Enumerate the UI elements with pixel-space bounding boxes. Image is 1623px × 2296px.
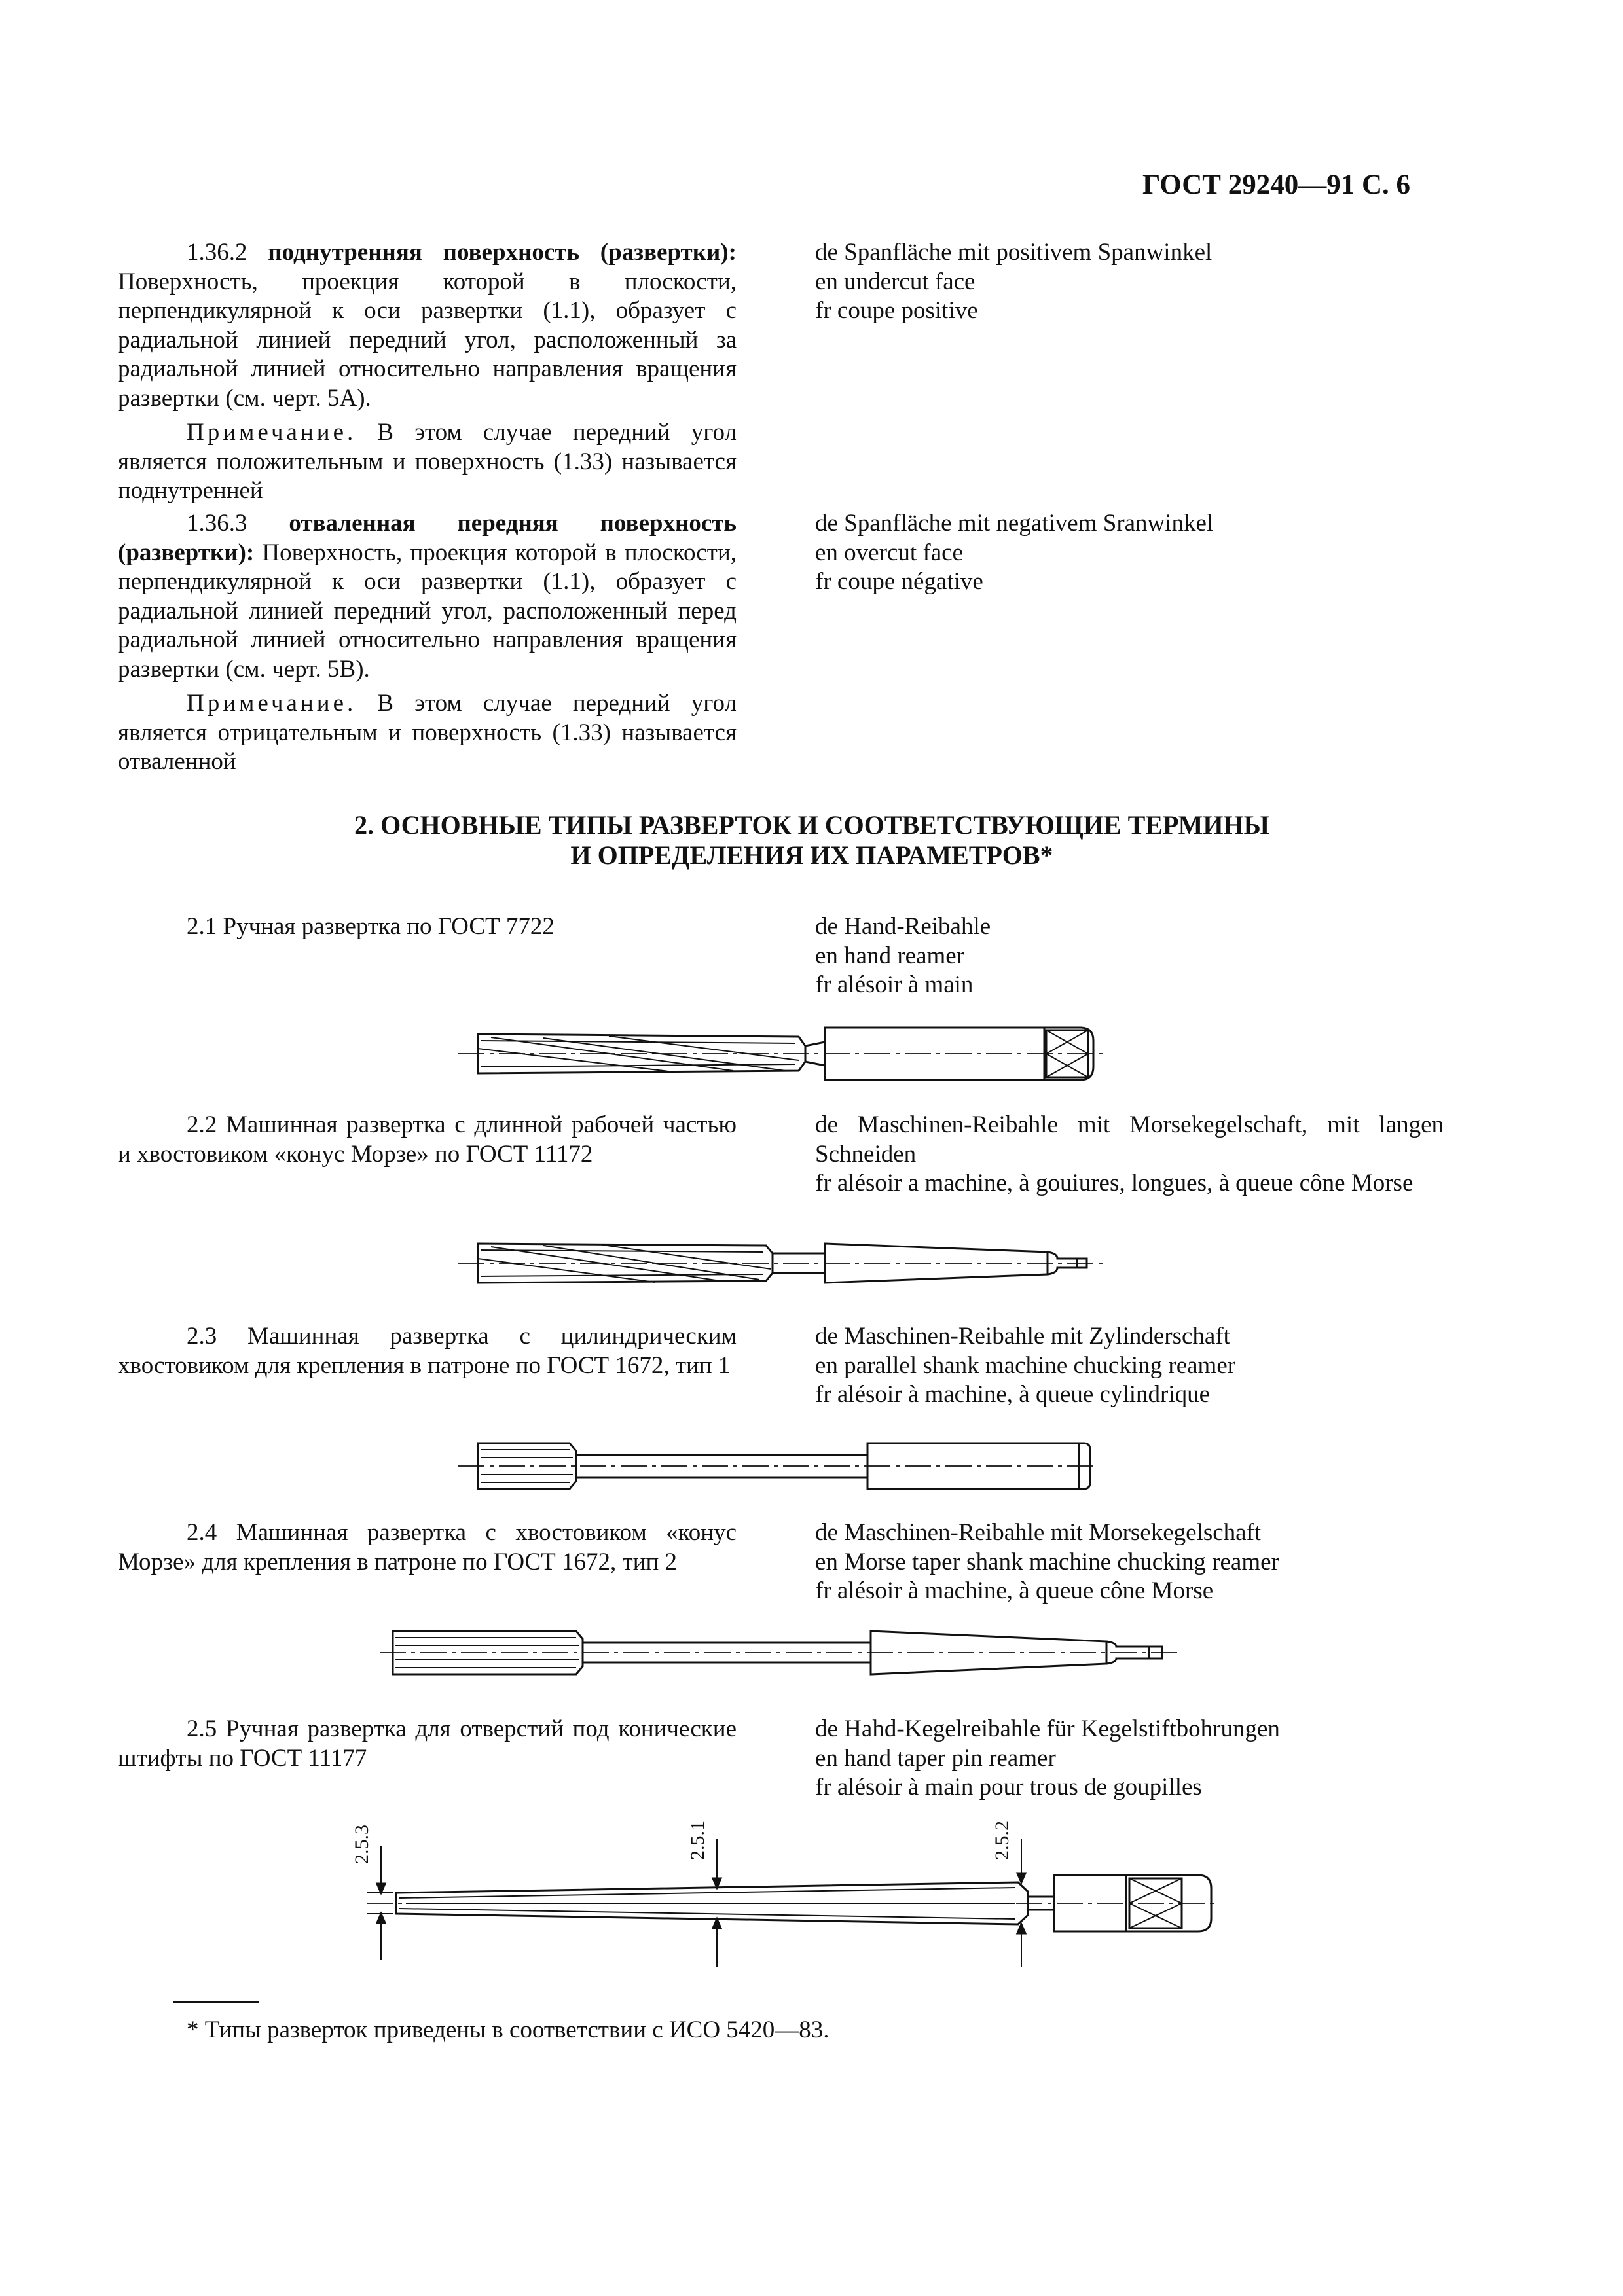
type-2-3-equivalents xyxy=(815,1322,1235,1410)
type-2-5-equivalents xyxy=(815,1715,1280,1803)
note-label: Примечание. xyxy=(187,419,357,446)
term-en: en parallel shank machine chucking reamer xyxy=(815,1352,1236,1379)
page-header: ГОСТ 29240—91 С. 6 xyxy=(1142,170,1411,200)
item-1-36-2-equivalents xyxy=(815,238,1212,326)
type-text: Ручная развертка по ГОСТ 7722 xyxy=(223,913,555,940)
hand-reamer-drawing xyxy=(458,1008,1113,1100)
type-2-4 xyxy=(118,1518,737,1577)
type-2-1-equivalents xyxy=(815,912,991,1000)
type-number: 2.5 xyxy=(187,1715,217,1742)
term-de: de Spanfläche mit positivem Spanwinkel xyxy=(815,239,1213,266)
item-1-36-3 xyxy=(118,509,737,777)
note-label: Примечание. xyxy=(187,690,357,717)
type-text: Машинная развертка с длинной рабочей частью и хвостовиком «конус Морзе» по ГОСТ 11172 xyxy=(118,1111,737,1168)
term-de: de Hahd-Kegelreibahle für Kegelstiftbohrungen xyxy=(815,1715,1280,1742)
machine-reamer-parallel-shank-drawing xyxy=(458,1430,1100,1502)
dim-label-2-5-2: 2.5.2 xyxy=(991,1821,1013,1860)
term-en: en hand taper pin reamer xyxy=(815,1744,1056,1772)
dim-label-2-5-1: 2.5.1 xyxy=(687,1821,708,1860)
item-definition: Поверхность, проекция которой в плоскости, перпендикулярной к оси развертки (1.1), образует с радиальной линией передний угол, расположенный перед радиальной линией относительно направления вращения развертки (см. черт. 5В). xyxy=(118,539,737,683)
section-title-line1: 2. ОСНОВНЫЕ ТИПЫ РАЗВЕРТОК И СООТВЕТСТВУЮЩИЕ ТЕРМИНЫ xyxy=(354,810,1269,840)
term-en: en overcut face xyxy=(815,539,963,566)
term-fr: fr coupe négative xyxy=(815,568,983,595)
dim-label-2-5-3: 2.5.3 xyxy=(351,1825,373,1864)
term-de: de Maschinen-Reibahle mit Morsekegelschaft, mit langen Schneiden xyxy=(815,1111,1444,1168)
section-title xyxy=(183,810,1440,870)
item-1-36-3-equivalents xyxy=(815,509,1213,597)
type-number: 2.2 xyxy=(187,1111,217,1138)
machine-reamer-morse-chucking-drawing xyxy=(380,1617,1185,1689)
machine-reamer-morse-long-drawing xyxy=(458,1227,1113,1299)
term-fr: fr alésoir a machine, à gouiures, longues, à queue cône Morse xyxy=(815,1170,1413,1196)
item-definition: Поверхность, проекция которой в плоскости, перпендикулярной к оси развертки (1.1), образует с радиальной линией передний угол, расположенный за радиальной линией относительно направления вращения развертки (см. черт. 5А). xyxy=(118,268,737,412)
type-text: Ручная развертка для отверстий под конические штифты по ГОСТ 11177 xyxy=(118,1715,737,1772)
type-2-3 xyxy=(118,1322,737,1380)
type-number: 2.1 xyxy=(187,913,217,940)
term-en: en hand reamer xyxy=(815,942,965,969)
type-text: Машинная развертка с цилиндрическим хвостовиком для крепления в патроне по ГОСТ 1672, тип 1 xyxy=(118,1323,737,1379)
footnote-rule xyxy=(173,2001,259,2003)
item-1-36-2 xyxy=(118,238,737,506)
term-de: de Maschinen-Reibahle mit Zylinderschaft xyxy=(815,1323,1230,1350)
type-2-2 xyxy=(118,1111,737,1169)
note-text: В этом случае передний угол является отрицательным и поверхность (1.33) называется отваленной xyxy=(118,690,737,775)
term-fr: fr alésoir à main pour trous de goupilles xyxy=(815,1774,1202,1801)
item-term: отваленная передняя поверхность (развертки): xyxy=(118,510,737,566)
term-fr: fr coupe positive xyxy=(815,297,978,324)
term-de: de Spanfläche mit negativem Sranwinkel xyxy=(815,510,1214,537)
footnote-text: * Типы разверток приведены в соответствии с ИСО 5420—83. xyxy=(187,2017,830,2043)
item-term: поднутренняя поверхность (развертки): xyxy=(268,239,737,266)
taper-pin-reamer-drawing xyxy=(340,1820,1257,1990)
footnote xyxy=(187,2016,830,2045)
term-en: en undercut face xyxy=(815,268,976,295)
term-de: de Hand-Reibahle xyxy=(815,913,991,940)
type-2-1 xyxy=(118,912,737,942)
term-fr: fr alésoir à main xyxy=(815,971,974,998)
item-number: 1.36.3 xyxy=(187,510,247,537)
section-title-line2: И ОПРЕДЕЛЕНИЯ ИХ ПАРАМЕТРОВ* xyxy=(570,840,1053,870)
note-text: В этом случае передний угол является положительным и поверхность (1.33) называется поднутренней xyxy=(118,419,737,504)
item-number: 1.36.2 xyxy=(187,239,247,266)
term-fr: fr alésoir à machine, à queue cône Morse xyxy=(815,1577,1214,1604)
term-fr: fr alésoir à machine, à queue cylindrique xyxy=(815,1381,1211,1408)
type-text: Машинная развертка с хвостовиком «конус Морзе» для крепления в патроне по ГОСТ 1672, тип 2 xyxy=(118,1519,737,1575)
term-en: en Morse taper shank machine chucking reamer xyxy=(815,1548,1279,1575)
type-2-5 xyxy=(118,1715,737,1773)
type-number: 2.4 xyxy=(187,1519,217,1546)
type-2-4-equivalents xyxy=(815,1518,1279,1606)
term-de: de Maschinen-Reibahle mit Morsekegelschaft xyxy=(815,1519,1262,1546)
type-2-2-equivalents xyxy=(815,1111,1444,1198)
type-number: 2.3 xyxy=(187,1323,217,1350)
